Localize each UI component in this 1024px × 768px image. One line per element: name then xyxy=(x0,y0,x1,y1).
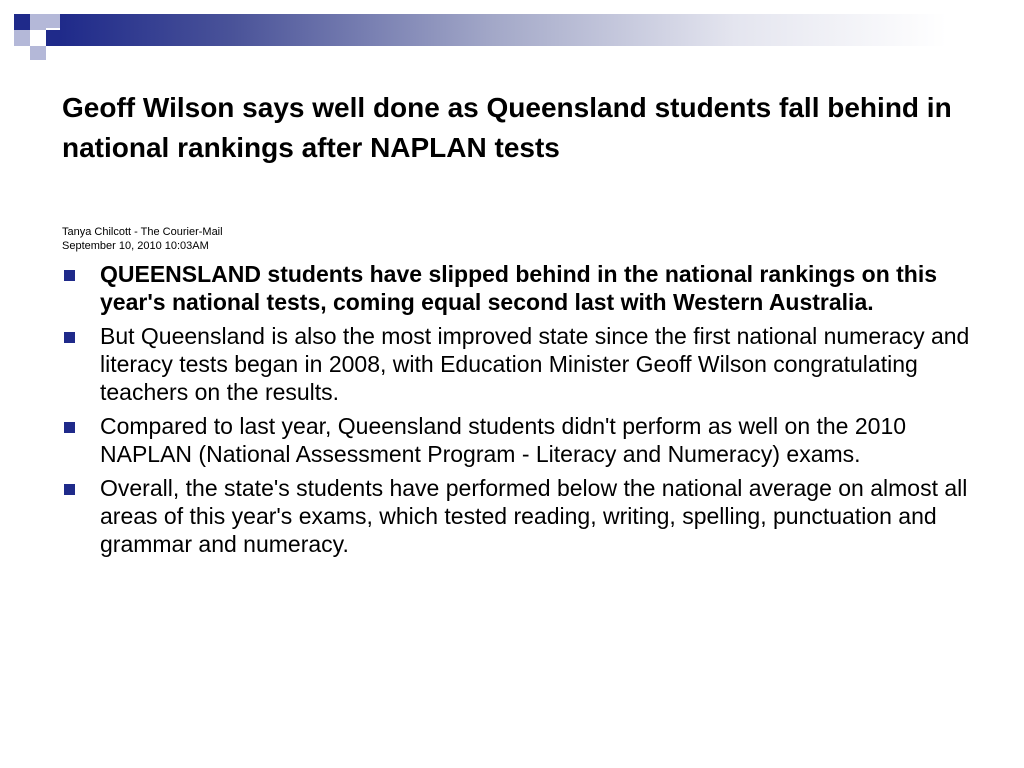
decor-square xyxy=(14,30,30,46)
decor-square xyxy=(30,46,46,60)
bullet-list xyxy=(62,260,982,564)
header-gradient-bar xyxy=(60,14,1024,46)
bullet-text: But Queensland is also the most improved state since the first national numeracy and literacy tests began in 2008, with Education Minister Geoff Wilson congratulating teachers on the results. xyxy=(100,323,970,405)
bullet-item xyxy=(62,322,982,406)
bullet-text: QUEENSLAND students have slipped behind in the national rankings on this year's national tests, coming equal second last with Western Australia. xyxy=(100,261,938,315)
byline-date: September 10, 2010 10:03AM xyxy=(62,240,209,252)
square-bullet-icon xyxy=(64,270,75,281)
decor-square xyxy=(46,30,60,46)
slide-title: Geoff Wilson says well done as Queensland students fall behind in national rankings after NAPLAN tests xyxy=(62,92,952,163)
article-byline xyxy=(62,225,223,253)
bullet-item xyxy=(62,474,982,558)
square-bullet-icon xyxy=(64,422,75,433)
square-bullet-icon xyxy=(64,332,75,343)
decor-square xyxy=(14,14,30,30)
bullet-text: Overall, the state's students have performed below the national average on almost all areas of this year's exams, which tested reading, writing, spelling, punctuation and grammar and numeracy. xyxy=(100,475,968,557)
square-bullet-icon xyxy=(64,484,75,495)
byline-author: Tanya Chilcott - The Courier-Mail xyxy=(62,226,223,238)
decor-square xyxy=(30,14,46,30)
decor-square xyxy=(46,14,60,28)
bullet-item xyxy=(62,260,982,316)
bullet-item xyxy=(62,412,982,468)
bullet-text: Compared to last year, Queensland students didn't perform as well on the 2010 NAPLAN (National Assessment Program - Literacy and Numeracy) exams. xyxy=(100,413,907,467)
